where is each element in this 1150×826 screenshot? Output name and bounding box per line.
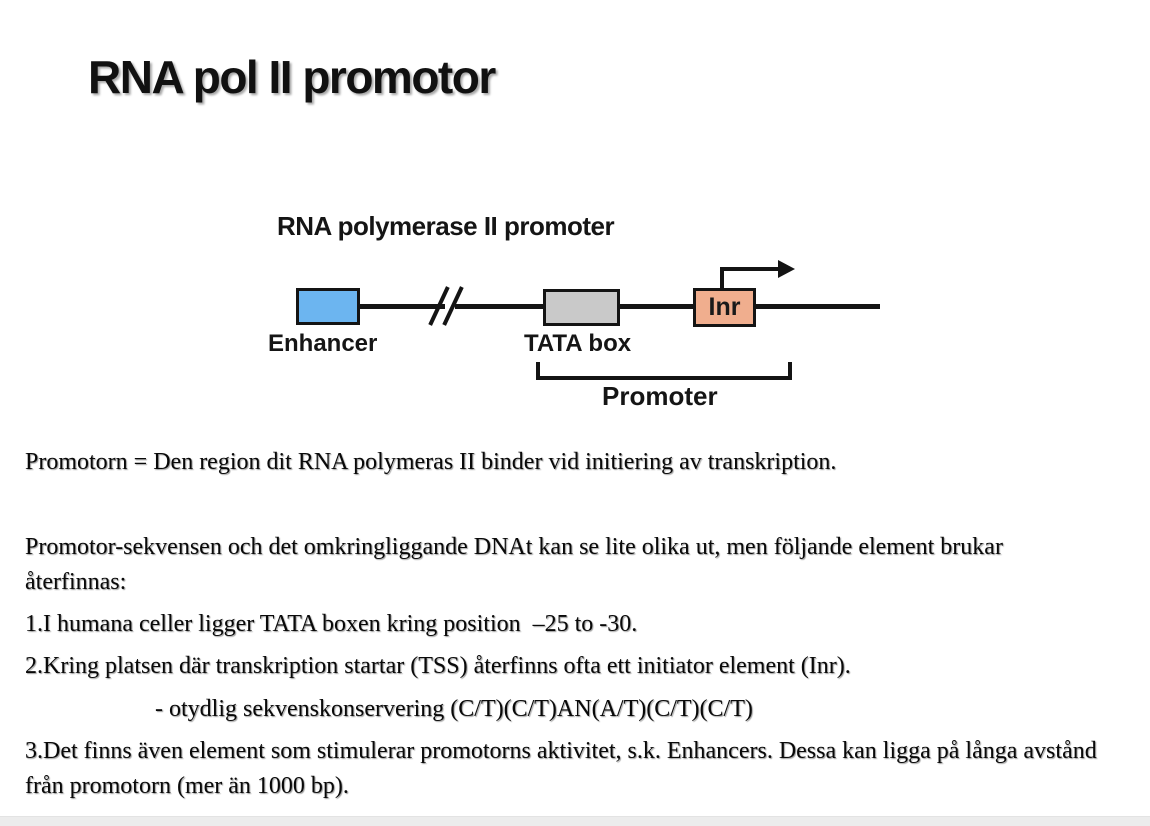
footer-bar	[0, 816, 1150, 826]
diagram-title: RNA polymerase II promoter	[277, 211, 615, 241]
dna-line-segment-right	[455, 304, 880, 309]
list-subitem-sequence-conservation: - otydlig sekvenskonservering (C/T)(C/T)AN(A/T)(C/T)(C/T)	[155, 696, 753, 722]
transcription-start-arrow-head-icon	[778, 260, 795, 278]
dna-line-segment-left	[357, 304, 445, 309]
paragraph-promoter-definition: Promotorn = Den region dit RNA polymeras II binder vid initiering av transkription.	[25, 449, 837, 475]
page-title: RNA pol II promotor	[88, 51, 495, 103]
promoter-label: Promoter	[602, 381, 718, 411]
inr-box-label: Inr	[708, 293, 741, 321]
list-item-enhancers: 3.Det finns även element som stimulerar promotorns aktivitet, s.k. Enhancers. Dessa kan ligga på långa avstånd från promotorn (mer än 1000 bp).	[25, 738, 1097, 799]
enhancer-box	[296, 288, 360, 325]
transcription-start-arrow	[720, 267, 780, 271]
promoter-bracket	[536, 362, 792, 380]
list-item-tata-position: 1.I humana celler ligger TATA boxen kring position –25 to -30.	[25, 611, 638, 637]
tata-box-label: TATA box	[524, 330, 632, 357]
list-item-initiator-element: 2.Kring platsen där transkription startar (TSS) återfinns ofta ett initiator element (Inr).	[25, 653, 851, 679]
paragraph-promoter-sequence: Promotor-sekvensen och det omkringliggande DNAt kan se lite olika ut, men följande element brukar återfinnas:	[25, 534, 1003, 595]
tata-box	[543, 289, 620, 326]
inr-box	[693, 288, 756, 327]
enhancer-label: Enhancer	[268, 330, 378, 357]
